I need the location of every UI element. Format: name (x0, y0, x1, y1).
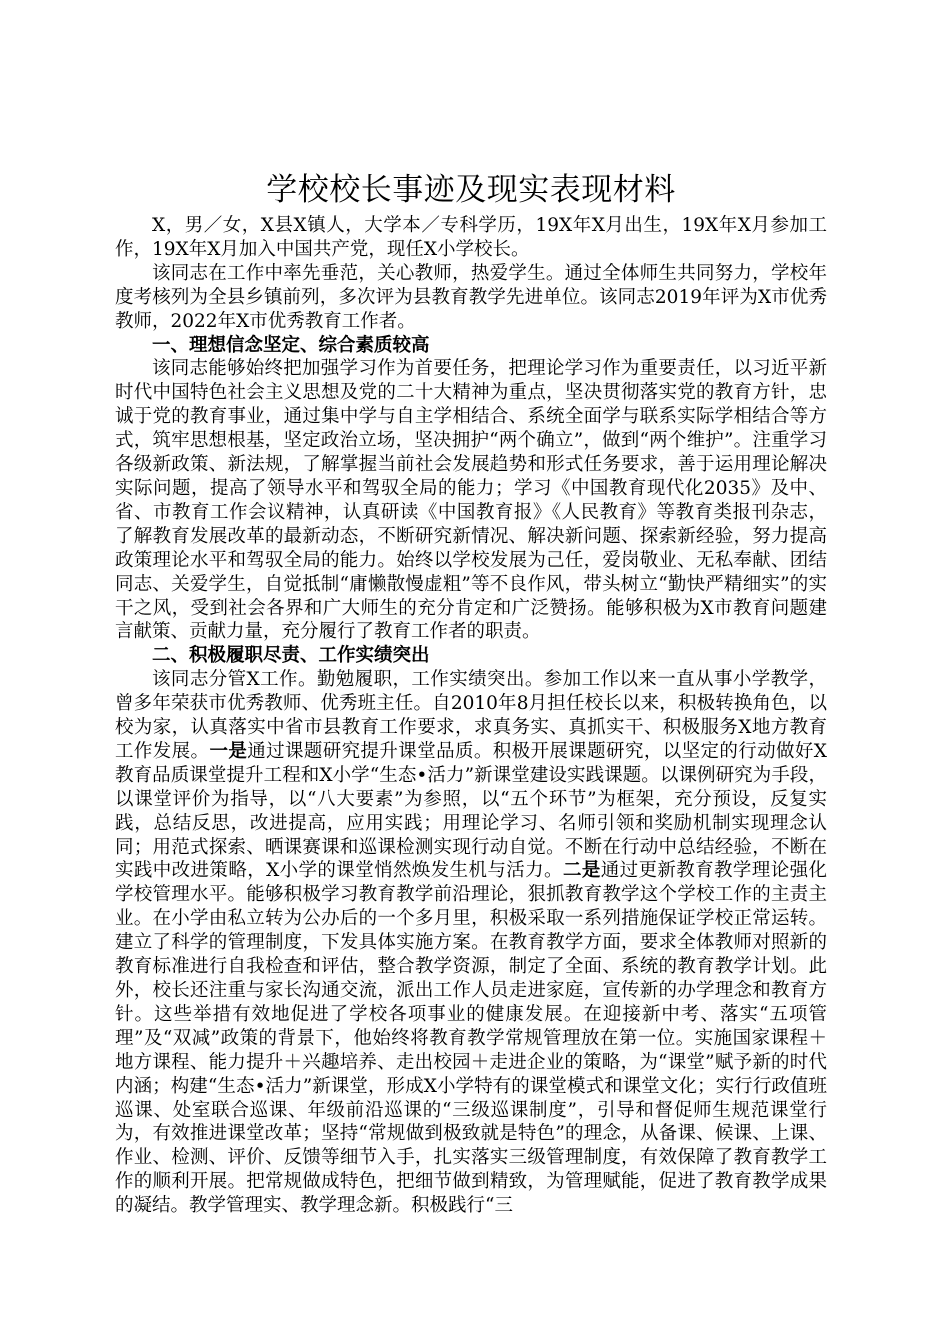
intro-paragraph-basic-info: X，男／女，X县X镇人，大学本／专科学历，19X年X月出生，19X年X月参加工作，19X年X月加入中国共产党，现任X小学校长。 (115, 215, 827, 260)
section-2-body-second: 通过更新教育教学理论强化学校管理水平。能够积极学习教育教学前沿理论，狠抓教育教学这个学校工作的主责主业。在小学由私立转为公办后的一个多月里，积极采取一系列措施保证学校正常运转。建立了科学的管理制度，下发具体实施方案。在教育教学方面，要求全体教师对照新的教育标准进行自我检查和评估，整合教学资源，制定了全面、系统的教育教学计划。此外，校长还注重与家长沟通交流，派出工作人员走进家庭，宣传新的办学理念和教育方针。这些举措有效地促进了学校各项事业的健康发展。在迎接新中考、落实“五项管理”及“双减”政策的背景下，他始终将教育教学常规管理放在第一位。实施国家课程＋地方课程、能力提升＋兴趣培养、走出校园＋走进企业的策略，为“课堂”赋予新的时代内涵；构建“生态•活力”新课堂，形成X小学特有的课堂模式和课堂文化；实行行政值班巡课、处室联合巡课、年级前沿巡课的“三级巡课制度”，引导和督促师生规范课堂行为，有效推进课堂改革；坚持“常规做到极致就是特色”的理念，从备课、候课、上课、作业、检测、评价、反馈等细节入手，扎实落实三级管理制度，有效保障了教育教学工作的顺利开展。把常规做成特色，把细节做到精致，为管理赋能，促进了教育教学成果的凝结。教学管理实、教学理念新。积极践行“三 (115, 860, 827, 1217)
document-title: 学校校长事迹及现实表现材料 (266, 172, 676, 208)
section-2-body-intro: 该同志分管X工作。勤勉履职，工作实绩突出。参加工作以来一直从事小学教学，曾多年荣获市优秀教师、优秀班主任。自2010年8月担任校长以来，积极转换角色，以校为家，认真落实中省市县教育工作要求，求真务实、真抓实干、积极服务X地方教育工作发展。 (115, 669, 827, 762)
section-1-body: 该同志能够始终把加强学习作为首要任务，把理论学习作为重要责任，以习近平新时代中国特色社会主义思想及党的二十大精神为重点，坚决贯彻落实党的教育方针，忠诚于党的教育事业，通过集中学与自主学相结合、系统全面学与联系实际学相结合等方式，筑牢思想根基，坚定政治立场，坚决拥护“两个确立”，做到“两个维护”。注重学习各级新政策、新法规，了解掌握当前社会发展趋势和形式任务要求，善于运用理论解决实际问题，提高了领导水平和驾驭全局的能力；学习《中国教育现代化2035》及中、省、市教育工作会议精神，认真研读《中国教育报》《人民教育》等教育类报刊杂志，了解教育发展改革的最新动态，不断研究新情况、解决新问题、探索新经验，努力提高政策理论水平和驾驭全局的能力。始终以学校发展为己任，爱岗敬业、无私奉献、团结同志、关爱学生，自觉抵制“庸懒散慢虚粗”等不良作风，带头树立“勤快严精细实”的实干之风，受到社会各界和广大师生的充分肯定和广泛赞扬。能够积极为X市教育问题建言献策、贡献力量，充分履行了教育工作者的职责。 (115, 358, 827, 643)
section-2-lead-first: 一是 (209, 740, 248, 762)
section-2-body (115, 668, 827, 1218)
section-2-body-first: 通过课题研究提升课堂品质。积极开展课题研究，以坚定的行动做好X教育品质课堂提升工程和X小学“生态•活力”新课堂建设实践课题。以课例研究为手段，以课堂评价为指导，以“八大要素”为参照，以“五个环节”为框架，充分预设，反复实践，总结反思，改进提高，应用实践；用理论学习、名师引领和奖励机制实现理念认同；用范式探索、晒课赛课和巡课检测实现行动自觉。不断在行动中总结经验，不断在实践中改进策略，X小学的课堂悄然焕发生机与活力。 (115, 740, 827, 882)
section-1-heading: 一、理想信念坚定、综合素质较高 (152, 334, 430, 356)
document-page (115, 168, 827, 1328)
intro-paragraph-summary: 该同志在工作中率先垂范，关心教师，热爱学生。通过全体师生共同努力，学校年度考核列为全县乡镇前列，多次评为县教育教学先进单位。该同志2019年评为X市优秀教师，2022年X市优秀教育工作者。 (115, 262, 827, 332)
section-2-heading: 二、积极履职尽责、工作实绩突出 (152, 645, 430, 667)
section-2-lead-second: 二是 (562, 860, 601, 882)
